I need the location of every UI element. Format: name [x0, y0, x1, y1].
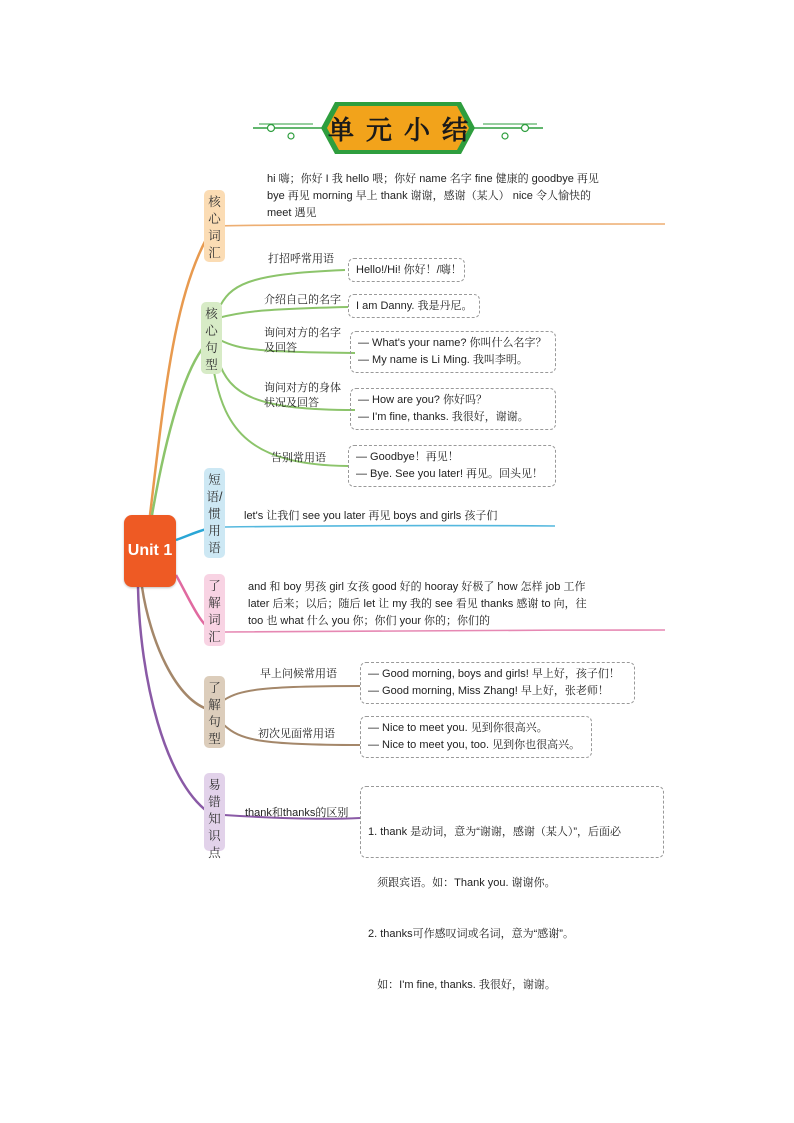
page-title: 单元小结 — [327, 114, 480, 145]
core-sentence-label-health-line-1: 询问对方的身体 — [264, 382, 341, 394]
core-vocab-line-3: meet 遇见 — [267, 207, 317, 219]
title-banner — [253, 100, 543, 156]
center-node-unit: Unit 1 — [124, 515, 176, 587]
know-sentence-label-morning: 早上问候常用语 — [260, 668, 337, 680]
category-core-sentences: 核心句型 — [201, 302, 222, 374]
core-vocab-line-1: hi 嗨；你好 I 我 hello 喂；你好 name 名字 fine 健康的 goodbye 再见 — [267, 173, 599, 185]
category-know-vocab: 了解词汇 — [204, 574, 225, 646]
core-sentence-box-health — [350, 388, 556, 430]
core-sentence-label-greeting: 打招呼常用语 — [268, 253, 334, 265]
core-sentence-label-health-line-2: 状况及回答 — [264, 397, 319, 409]
sentence-line: — Goodbye！再见！ — [356, 451, 459, 463]
mistakes-label: thank和thanks的区别 — [245, 807, 349, 819]
core-sentence-label-name-line-1: 询问对方的名字 — [264, 327, 341, 339]
sentence-line: — How are you? 你好吗？ — [358, 394, 487, 406]
know-sentence-label-meet: 初次见面常用语 — [258, 728, 335, 740]
mistake-line: 1. thank 是动词，意为“谢谢，感谢（某人）”，后面必 — [368, 826, 622, 838]
sentence-line: I am Danny. 我是丹尼。 — [356, 300, 473, 312]
core-sentence-box-name — [350, 331, 556, 373]
mistake-line: 2. thanks可作感叹词或名词，意为“感谢”。 — [368, 928, 574, 940]
sentence-line: Hello!/Hi! 你好！/嗨！ — [356, 264, 462, 276]
core-sentence-box-intro — [348, 294, 480, 318]
know-vocab-line-1: and 和 boy 男孩 girl 女孩 good 好的 hooray 好极了 how 怎样 job 工作 — [248, 581, 586, 593]
category-know-sentences: 了解句型 — [204, 676, 225, 748]
core-sentence-label-goodbye: 告别常用语 — [271, 452, 326, 464]
sentence-line: — I'm fine, thanks. 我很好，谢谢。 — [358, 411, 529, 423]
core-sentence-label-intro: 介绍自己的名字 — [264, 294, 341, 306]
core-sentence-box-greeting — [348, 258, 465, 282]
know-vocab-line-3: too 也 what 什么 you 你；你们 your 你的；你们的 — [248, 615, 491, 627]
sentence-line: — Good morning, Miss Zhang! 早上好，张老师！ — [368, 685, 609, 697]
know-vocab-line-2: later 后来；以后；随后 let 让 my 我的 see 看见 thanks 感谢 to 向，往 — [248, 598, 587, 610]
sentence-line: — My name is Li Ming. 我叫李明。 — [358, 354, 528, 366]
category-phrases: 短语/惯用语 — [204, 468, 225, 558]
know-sentence-box-morning — [360, 662, 635, 704]
category-core-vocab: 核心词汇 — [204, 190, 225, 262]
core-sentence-label-name-line-2: 及回答 — [264, 342, 297, 354]
core-vocab-line-2: bye 再见 morning 早上 thank 谢谢，感谢（某人） nice 令人愉快的 — [267, 190, 591, 202]
sentence-line: — Nice to meet you. 见到你很高兴。 — [368, 722, 548, 734]
mistakes-box — [360, 786, 664, 991]
sentence-line: — Nice to meet you, too. 见到你也很高兴。 — [368, 739, 581, 751]
sentence-line: — Bye. See you later! 再见。回头见！ — [356, 468, 544, 480]
mistake-line: 如：I'm fine, thanks. 我很好，谢谢。 — [368, 979, 556, 991]
category-mistakes: 易错知识点 — [204, 773, 225, 851]
phrases-line-1: let's 让我们 see you later 再见 boys and girls 孩子们 — [244, 510, 498, 522]
sentence-line: — Good morning, boys and girls! 早上好，孩子们！ — [368, 668, 620, 680]
mistake-line: 须跟宾语。如：Thank you. 谢谢你。 — [368, 877, 556, 889]
core-sentence-box-goodbye — [348, 445, 556, 487]
know-sentence-box-meet — [360, 716, 592, 758]
sentence-line: — What's your name? 你叫什么名字？ — [358, 337, 547, 349]
